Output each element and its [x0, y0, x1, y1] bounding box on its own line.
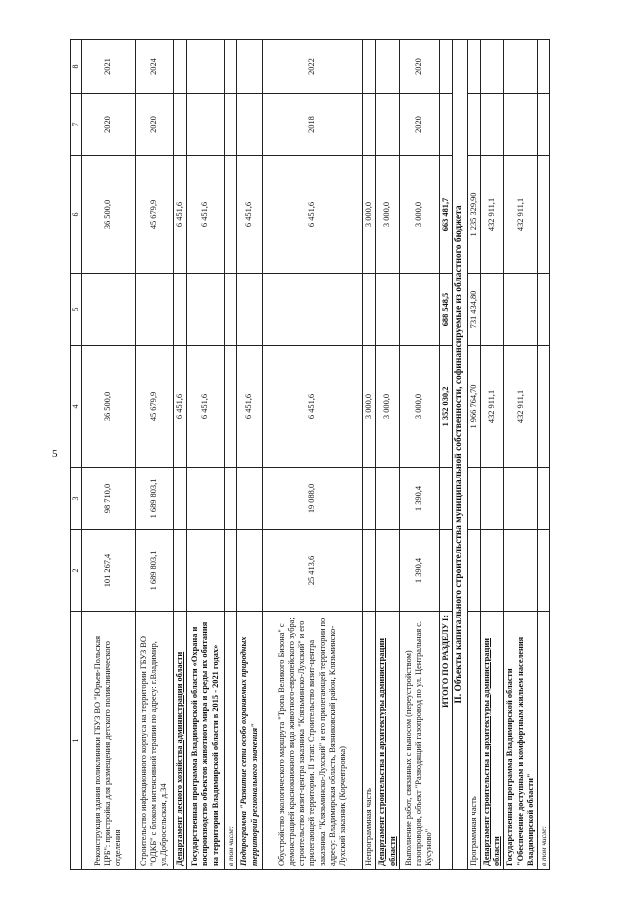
cell-c2 [173, 530, 186, 612]
cell-c7 [376, 94, 400, 156]
cell-c6: 6 451,6 [263, 156, 363, 274]
cell-c5: 731 434,80 [467, 274, 480, 346]
cell-c5 [263, 274, 363, 346]
cell-c6 [538, 156, 550, 274]
cell-c6: 663 481,7 [439, 156, 452, 274]
cell-c8 [187, 40, 225, 94]
cell-c3: 1 689 803,1 [135, 468, 173, 530]
table-row [480, 40, 504, 870]
row-description: Департамент строительства и архитектуры администрации области [376, 612, 400, 870]
cell-c4: 1 352 030,2 [439, 346, 452, 468]
cell-c7: 2020 [81, 94, 135, 156]
cell-c6: 3 000,0 [399, 156, 439, 274]
cell-c5 [225, 274, 237, 346]
cell-c2 [504, 530, 538, 612]
row-description: в том числе: [538, 612, 550, 870]
cell-c7 [225, 94, 237, 156]
cell-c2: 25 413,6 [263, 530, 363, 612]
cell-c4: 3 000,0 [376, 346, 400, 468]
cell-c4: 36 500,0 [81, 346, 135, 468]
cell-c5 [81, 274, 135, 346]
row-description: Программная часть [467, 612, 480, 870]
table-row [225, 40, 237, 870]
cell-c6: 1 235 329,90 [467, 156, 480, 274]
cell-c3 [504, 468, 538, 530]
cell-c8 [504, 40, 538, 94]
row-description: ИТОГО ПО РАЗДЕЛУ I: [439, 612, 452, 870]
cell-c2 [363, 530, 376, 612]
cell-c8 [538, 40, 550, 94]
cell-c8 [237, 40, 263, 94]
table-row [237, 40, 263, 870]
cell-c5 [504, 274, 538, 346]
table-row [173, 40, 186, 870]
cell-c5 [538, 274, 550, 346]
col-header: 2 [71, 530, 82, 612]
table-row [467, 40, 480, 870]
row-description: Подпрограмма "Развитие сети особо охраняемых природных территорий регионального значения" [237, 612, 263, 870]
table-row [399, 40, 439, 870]
cell-c8: 2022 [263, 40, 363, 94]
cell-c5 [237, 274, 263, 346]
cell-c7 [467, 94, 480, 156]
cell-c3: 1 390,4 [399, 468, 439, 530]
cell-c8 [467, 40, 480, 94]
row-description: Государственная программа Владимирской области «Охрана и воспроизводство объектов животного мира и среды их обитания на территории Владимирской области в 2015 - 2021 годах» [187, 612, 225, 870]
cell-c5 [480, 274, 504, 346]
cell-c4: 6 451,6 [237, 346, 263, 468]
table-row [135, 40, 173, 870]
table-row [263, 40, 363, 870]
col-header: 8 [71, 40, 82, 94]
cell-c2 [376, 530, 400, 612]
cell-c7: 2020 [135, 94, 173, 156]
col-header: 6 [71, 156, 82, 274]
cell-c3 [237, 468, 263, 530]
cell-c6: 6 451,6 [173, 156, 186, 274]
cell-c4: 3 000,0 [399, 346, 439, 468]
cell-c6: 3 000,0 [363, 156, 376, 274]
table-row [439, 40, 452, 870]
cell-c4 [538, 346, 550, 468]
cell-c6 [225, 156, 237, 274]
table-row [504, 40, 538, 870]
cell-c4: 432 911,1 [480, 346, 504, 468]
cell-c5 [135, 274, 173, 346]
cell-c4: 3 000,0 [363, 346, 376, 468]
cell-c3 [363, 468, 376, 530]
cell-c2: 1 689 803,1 [135, 530, 173, 612]
cell-c8 [225, 40, 237, 94]
cell-c2 [439, 530, 452, 612]
cell-c2: 101 267,4 [81, 530, 135, 612]
cell-c6: 45 679,9 [135, 156, 173, 274]
row-description: Непрограммная часть [363, 612, 376, 870]
cell-c4: 6 451,6 [173, 346, 186, 468]
cell-c2 [480, 530, 504, 612]
table-row [363, 40, 376, 870]
cell-c7: 2020 [399, 94, 439, 156]
cell-c5 [376, 274, 400, 346]
row-description: в том числе: [225, 612, 237, 870]
cell-c3 [173, 468, 186, 530]
cell-c8 [480, 40, 504, 94]
row-description: Департамент лесного хозяйства администрации области [173, 612, 186, 870]
cell-c3 [439, 468, 452, 530]
cell-c5: 688 548,5 [439, 274, 452, 346]
cell-c2: 1 390,4 [399, 530, 439, 612]
cell-c8: 2021 [81, 40, 135, 94]
cell-c8 [363, 40, 376, 94]
cell-c4: 432 911,1 [504, 346, 538, 468]
cell-c8 [173, 40, 186, 94]
cell-c6: 36 500,0 [81, 156, 135, 274]
cell-c7 [439, 94, 452, 156]
cell-c7 [173, 94, 186, 156]
cell-c3 [225, 468, 237, 530]
section-heading-row [453, 40, 468, 870]
cell-c6: 3 000,0 [376, 156, 400, 274]
col-header: 7 [71, 94, 82, 156]
cell-c2 [237, 530, 263, 612]
cell-c3: 98 710,0 [81, 468, 135, 530]
cell-c5 [399, 274, 439, 346]
col-header: 4 [71, 346, 82, 468]
cell-c4 [225, 346, 237, 468]
cell-c2 [467, 530, 480, 612]
cell-c8: 2024 [135, 40, 173, 94]
cell-c8 [439, 40, 452, 94]
col-header: 1 [71, 612, 82, 870]
cell-c2 [538, 530, 550, 612]
col-header: 3 [71, 468, 82, 530]
cell-c4: 6 451,6 [187, 346, 225, 468]
table-row [538, 40, 550, 870]
cell-c7 [363, 94, 376, 156]
cell-c4: 6 451,6 [263, 346, 363, 468]
cell-c6: 6 451,6 [237, 156, 263, 274]
cell-c3: 19 088,0 [263, 468, 363, 530]
cell-c3 [467, 468, 480, 530]
page-number: 5 [52, 448, 58, 460]
cell-c4: 45 679,9 [135, 346, 173, 468]
row-description: Обустройство экологического маршрута "Тропа Великого Бизона" с демонстрацией краснокнижного вида животного-европейского зубра; строительство визит-центра заказника "Клязьминско-Лухский" и его прилегающей территории. II этап: Строительство визит-центра заказника "Клязьминско-Лухский" и его прилегающей территории по адресу: Владимирская область, Вязниковский район, Клязьминско-Лухский заказник (Корчевтровка) [263, 612, 363, 870]
cell-c2 [225, 530, 237, 612]
cell-c8: 2020 [399, 40, 439, 94]
row-description: Реконструкция здания поликлиники ГБУЗ ВО "Юрьев-Польская ЦРБ": пристройка для размещения детского поликлинического отделения [81, 612, 135, 870]
cell-c7 [237, 94, 263, 156]
table-row [81, 40, 135, 870]
row-description: Государственная программа Владимирской области "Обеспечение доступным и комфортным жильем населения Владимирской области" [504, 612, 538, 870]
cell-c7 [538, 94, 550, 156]
cell-c6: 432 911,1 [480, 156, 504, 274]
cell-c5 [363, 274, 376, 346]
cell-c7: 2018 [263, 94, 363, 156]
budget-table-region [70, 40, 636, 870]
budget-table [70, 39, 550, 870]
cell-c5 [173, 274, 186, 346]
row-description: Департамент строительства и архитектуры администрации области [480, 612, 504, 870]
cell-c3 [480, 468, 504, 530]
section-title: II. Объекты капитального строительства муниципальной собственности, софинансируемые из областного бюджета [453, 40, 468, 870]
col-header: 5 [71, 274, 82, 346]
cell-c6: 432 911,1 [504, 156, 538, 274]
cell-c3 [538, 468, 550, 530]
cell-c2 [187, 530, 225, 612]
cell-c5 [187, 274, 225, 346]
cell-c7 [480, 94, 504, 156]
cell-c8 [376, 40, 400, 94]
cell-c7 [187, 94, 225, 156]
cell-c3 [376, 468, 400, 530]
cell-c3 [187, 468, 225, 530]
table-row [187, 40, 225, 870]
row-description: Выполнение работ, связанных с выносом (переустройством) газопроводов, объект "Разводящий газопровод по ул. Центральная с. Кусуново" [399, 612, 439, 870]
column-number-row [71, 40, 82, 870]
cell-c6: 6 451,6 [187, 156, 225, 274]
cell-c4: 1 966 764,70 [467, 346, 480, 468]
row-description: Строительство инфекционного корпуса на территории ГБУЗ ВО "ОДКБ" с блоком интенсивной терапии по адресу: г.Владимир, ул.Добросельская, д.34 [135, 612, 173, 870]
table-row [376, 40, 400, 870]
cell-c7 [504, 94, 538, 156]
